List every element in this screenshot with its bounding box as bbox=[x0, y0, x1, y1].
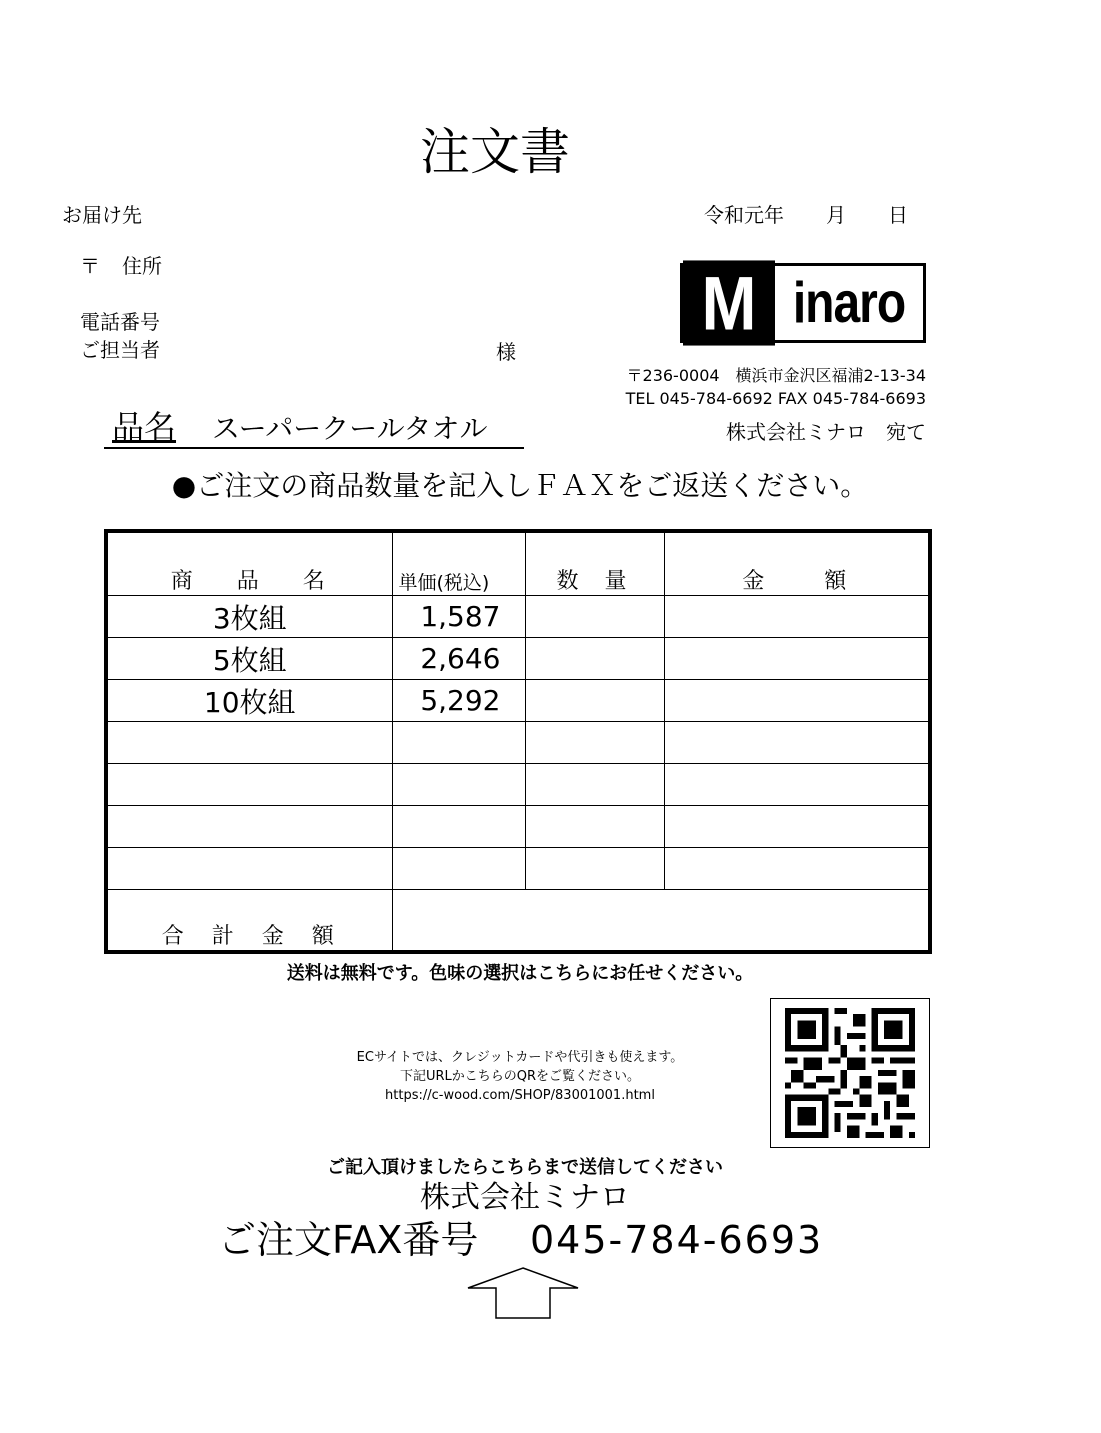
date-era: 令和元年 bbox=[704, 203, 784, 227]
honorific: 様 bbox=[496, 340, 516, 364]
order-table bbox=[104, 529, 932, 954]
company-address: 〒236-0004 横浜市金沢区福浦2-13-34 bbox=[626, 366, 926, 385]
row-unit-price[interactable] bbox=[392, 722, 525, 764]
zip-label: 〒 bbox=[80, 254, 100, 278]
send-message: ご記入頂けましたらこちらまで送信してください bbox=[327, 1157, 723, 1178]
date-month: 月 bbox=[826, 203, 846, 227]
header-product-name: 商品名 bbox=[106, 531, 392, 596]
header-quantity: 数量 bbox=[525, 531, 664, 596]
row-quantity-field[interactable] bbox=[525, 722, 664, 764]
total-label: 合計金額 bbox=[106, 890, 392, 953]
total-row bbox=[106, 890, 930, 953]
row-product-name[interactable] bbox=[106, 848, 392, 890]
table-row bbox=[106, 722, 930, 764]
bottom-company: 株式会社ミナロ bbox=[420, 1180, 630, 1215]
logo-initial: M bbox=[683, 260, 775, 345]
table-row bbox=[106, 680, 930, 722]
address-label: 住所 bbox=[122, 254, 162, 278]
row-quantity-field[interactable] bbox=[525, 806, 664, 848]
header-amount: 金額 bbox=[664, 531, 930, 596]
logo-text: inaro bbox=[792, 271, 906, 335]
row-quantity-field[interactable] bbox=[525, 848, 664, 890]
row-amount-field[interactable] bbox=[664, 596, 930, 638]
row-unit-price: 1,587 bbox=[392, 596, 525, 638]
table-row bbox=[106, 764, 930, 806]
row-product-name: 5枚組 bbox=[106, 638, 392, 680]
row-unit-price: 2,646 bbox=[392, 638, 525, 680]
table-row bbox=[106, 806, 930, 848]
header-unit-price: 単価(税込) bbox=[392, 531, 525, 596]
row-unit-price[interactable] bbox=[392, 848, 525, 890]
product-label: 品名 bbox=[112, 408, 177, 446]
row-unit-price: 5,292 bbox=[392, 680, 525, 722]
qr-code-graphic bbox=[785, 1008, 915, 1138]
table-row bbox=[106, 596, 930, 638]
company-logo bbox=[680, 260, 926, 346]
row-product-name: 10枚組 bbox=[106, 680, 392, 722]
row-amount-field[interactable] bbox=[664, 806, 930, 848]
table-row bbox=[106, 638, 930, 680]
row-product-name[interactable] bbox=[106, 722, 392, 764]
ec-line-1: ECサイトでは、クレジットカードや代引きも使えます。 bbox=[356, 1050, 684, 1065]
fax-label: ご注文FAX番号 bbox=[218, 1218, 479, 1262]
ec-url[interactable]: https://c-wood.com/SHOP/83001001.html bbox=[385, 1088, 655, 1103]
row-quantity-field[interactable] bbox=[525, 596, 664, 638]
row-amount-field[interactable] bbox=[664, 638, 930, 680]
page-title: 注文書 bbox=[420, 123, 570, 181]
contact-label: ご担当者 bbox=[80, 338, 160, 362]
table-header-row bbox=[106, 531, 930, 596]
row-product-name[interactable] bbox=[106, 764, 392, 806]
product-name: スーパークールタオル bbox=[212, 412, 488, 445]
row-product-name: 3枚組 bbox=[106, 596, 392, 638]
row-unit-price[interactable] bbox=[392, 764, 525, 806]
date-day: 日 bbox=[888, 203, 908, 227]
up-arrow-icon bbox=[466, 1266, 580, 1326]
product-line bbox=[104, 405, 524, 449]
total-amount-field[interactable] bbox=[392, 890, 930, 953]
table-row bbox=[106, 848, 930, 890]
row-amount-field[interactable] bbox=[664, 848, 930, 890]
row-amount-field[interactable] bbox=[664, 722, 930, 764]
row-product-name[interactable] bbox=[106, 806, 392, 848]
phone-label: 電話番号 bbox=[80, 310, 160, 334]
delivery-label: お届け先 bbox=[62, 203, 142, 227]
ec-line-2: 下記URLかこちらのQRをご覧ください。 bbox=[399, 1069, 641, 1084]
row-amount-field[interactable] bbox=[664, 764, 930, 806]
shipping-note: 送料は無料です。色味の選択はこちらにお任せください。 bbox=[286, 963, 754, 984]
fax-number: 045-784-6693 bbox=[530, 1218, 824, 1262]
row-amount-field[interactable] bbox=[664, 680, 930, 722]
instruction-text: ●ご注文の商品数量を記入しＦＡＸをご返送ください。 bbox=[171, 469, 869, 502]
row-unit-price[interactable] bbox=[392, 806, 525, 848]
qr-code-icon[interactable] bbox=[770, 998, 930, 1148]
addressee: 株式会社ミナロ 宛て bbox=[726, 420, 926, 444]
row-quantity-field[interactable] bbox=[525, 680, 664, 722]
row-quantity-field[interactable] bbox=[525, 638, 664, 680]
company-contact: TEL 045-784-6692 FAX 045-784-6693 bbox=[625, 389, 926, 408]
row-quantity-field[interactable] bbox=[525, 764, 664, 806]
